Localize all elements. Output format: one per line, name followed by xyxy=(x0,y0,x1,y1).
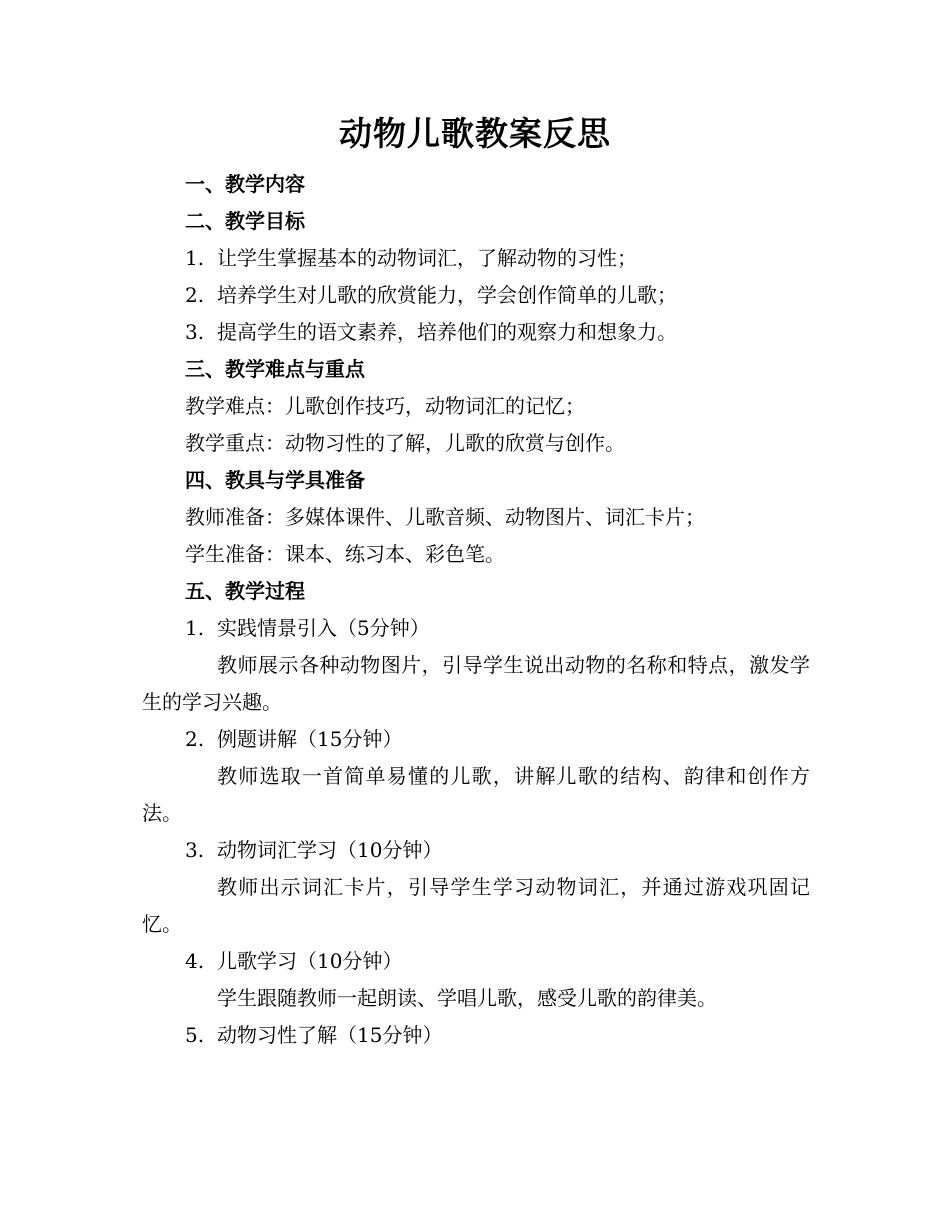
student-materials-text: 学生准备：课本、练习本、彩色笔。 xyxy=(185,542,505,566)
step-title: 动物词汇学习（10分钟） xyxy=(217,838,443,862)
section-heading-content: 一、教学内容 xyxy=(185,172,305,196)
document-title: 动物儿歌教案反思 xyxy=(339,114,611,153)
process-step-title xyxy=(142,943,810,980)
section-heading-process: 五、教学过程 xyxy=(185,579,305,603)
step-number: 5. xyxy=(185,1023,205,1047)
process-step-title xyxy=(142,832,810,869)
item-number: 2. xyxy=(185,283,205,307)
step-title: 动物习性了解（15分钟） xyxy=(217,1023,443,1047)
item-text: 提高学生的语文素养，培养他们的观察力和想象力。 xyxy=(217,320,677,344)
step-title: 实践情景引入（5分钟） xyxy=(217,616,430,640)
process-step-title xyxy=(142,610,810,647)
step-number: 4. xyxy=(185,949,205,973)
section-heading-objectives: 二、教学目标 xyxy=(185,209,305,233)
objective-item xyxy=(142,240,810,277)
process-step-title xyxy=(142,721,810,758)
focus-text: 教学重点：动物习性的了解，儿歌的欣赏与创作。 xyxy=(185,431,625,455)
section-heading-difficulties: 三、教学难点与重点 xyxy=(185,357,365,381)
item-text: 让学生掌握基本的动物词汇，了解动物的习性； xyxy=(217,246,637,270)
step-title: 儿歌学习（10分钟） xyxy=(217,949,403,973)
item-number: 1. xyxy=(185,246,205,270)
process-step-body: 教师选取一首简单易懂的儿歌，讲解儿歌的结构、韵律和创作方法。 xyxy=(142,764,810,825)
process-step-title xyxy=(142,1017,810,1054)
objective-item xyxy=(142,314,810,351)
process-step-body: 教师展示各种动物图片，引导学生说出动物的名称和特点，激发学生的学习兴趣。 xyxy=(142,653,810,714)
section-heading-materials: 四、教具与学具准备 xyxy=(185,468,365,492)
difficulty-text: 教学难点：儿歌创作技巧，动物词汇的记忆； xyxy=(185,394,585,418)
process-step-body: 教师出示词汇卡片，引导学生学习动物词汇，并通过游戏巩固记忆。 xyxy=(142,875,810,936)
teacher-materials-text: 教师准备：多媒体课件、儿歌音频、动物图片、词汇卡片； xyxy=(185,505,705,529)
step-number: 3. xyxy=(185,838,205,862)
step-title: 例题讲解（15分钟） xyxy=(217,727,403,751)
process-step-body: 学生跟随教师一起朗读、学唱儿歌，感受儿歌的韵律美。 xyxy=(217,986,717,1010)
item-number: 3. xyxy=(185,320,205,344)
item-text: 培养学生对儿歌的欣赏能力，学会创作简单的儿歌； xyxy=(217,283,677,307)
document-body xyxy=(142,166,810,1054)
objective-item xyxy=(142,277,810,314)
step-number: 2. xyxy=(185,727,205,751)
step-number: 1. xyxy=(185,616,205,640)
